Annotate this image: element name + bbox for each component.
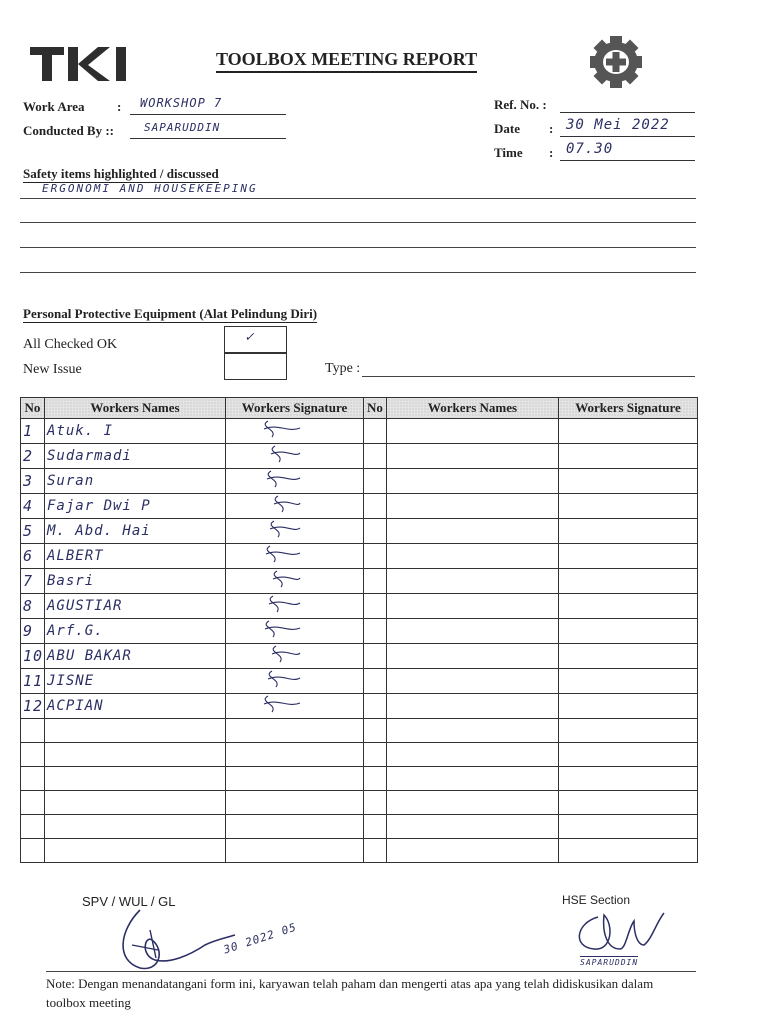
worker-name-text: ABU BAKAR [47,648,132,664]
worker-signature[interactable] [226,569,364,594]
worker-name-text: Sudarmadi [47,448,132,464]
worker-name-text: AGUSTIAR [47,598,123,614]
worker-name-2[interactable] [387,544,559,569]
worker-no [21,469,45,494]
time-label: Time [494,145,523,160]
worker-no-2 [364,419,387,444]
workers-table [20,397,698,863]
worker-no [21,594,45,619]
worker-no [21,544,45,569]
footer-note: Note: Dengan menandatangani form ini, karyawan telah paham dan mengerti atas apa yang telah didiskusikan dalam toolbox meeting [46,976,654,1010]
worker-no [21,444,45,469]
worker-name[interactable] [45,743,226,767]
worker-no-2 [364,444,387,469]
worker-signature-2[interactable] [559,669,698,694]
worker-name-2[interactable] [387,791,559,815]
worker-signature[interactable] [226,694,364,719]
all-checked-checkbox[interactable] [224,326,287,354]
footer-rule [46,971,696,972]
page-title: TOOLBOX MEETING REPORT [216,49,477,73]
worker-no-2 [364,767,387,791]
time-value: 07.30 [566,141,614,157]
worker-name-text: JISNE [47,673,95,689]
col-header-signature: Workers Signature [226,398,364,419]
table-row [21,619,698,644]
company-logo [30,44,136,84]
worker-no [21,494,45,519]
all-checked-label: All Checked OK [23,337,118,352]
worker-no [21,619,45,644]
worker-name[interactable] [45,791,226,815]
worker-name-2[interactable] [387,694,559,719]
ref-no-label: Ref. No. : [494,97,547,112]
worker-no-text: 5 [23,522,34,540]
worker-signature-2[interactable] [559,469,698,494]
worker-signature[interactable] [226,791,364,815]
table-row [21,494,698,519]
worker-no-text: 7 [23,572,34,590]
worker-no [21,743,45,767]
worker-no [21,694,45,719]
new-issue-label: New Issue [23,362,82,377]
worker-name-2[interactable] [387,519,559,544]
table-row [21,469,698,494]
table-row [21,544,698,569]
worker-no [21,519,45,544]
worker-no [21,767,45,791]
worker-signature-2[interactable] [559,815,698,839]
worker-name[interactable] [45,719,226,743]
worker-no-text: 9 [23,622,34,640]
worker-signature-2[interactable] [559,419,698,444]
table-row [21,791,698,815]
worker-signature[interactable] [226,419,364,444]
signature-scribble [238,569,308,589]
worker-name-2[interactable] [387,594,559,619]
worker-name-text: Fajar Dwi P [47,498,151,514]
worker-no-2 [364,839,387,863]
worker-name-2[interactable] [387,644,559,669]
worker-signature[interactable] [226,743,364,767]
worker-name-text: ALBERT [47,548,104,564]
signature-scribble [238,494,308,514]
worker-signature-2[interactable] [559,594,698,619]
worker-signature-2[interactable] [559,719,698,743]
time-colon: : [549,145,554,160]
table-row [21,444,698,469]
worker-name[interactable] [45,619,226,644]
worker-name-2[interactable] [387,743,559,767]
ppe-heading: Personal Protective Equipment (Alat Pelindung Diri) [23,306,318,321]
worker-name-text: Arf.G. [47,623,104,639]
gear-cross-icon [574,36,658,88]
worker-no [21,644,45,669]
table-row [21,839,698,863]
signature-scribble [238,644,308,664]
worker-no [21,569,45,594]
safety-heading: Safety items highlighted / discussed [23,166,219,181]
work-area-field[interactable] [130,94,286,115]
worker-no-text: 2 [23,447,34,465]
col-header-names: Workers Names [45,398,226,419]
safety-line-1 [20,198,696,199]
worker-name[interactable] [45,469,226,494]
signature-scribble [238,469,308,489]
safety-text: ERGONOMI AND HOUSEKEEPING [42,182,258,195]
worker-name[interactable] [45,569,226,594]
worker-name[interactable] [45,444,226,469]
worker-name-2[interactable] [387,669,559,694]
table-row [21,815,698,839]
worker-signature[interactable] [226,544,364,569]
worker-no-2 [364,669,387,694]
type-label: Type : [325,361,361,376]
worker-signature[interactable] [226,594,364,619]
worker-name-2[interactable] [387,815,559,839]
worker-name-2[interactable] [387,619,559,644]
worker-no-2 [364,791,387,815]
worker-signature[interactable] [226,719,364,743]
worker-signature[interactable] [226,815,364,839]
worker-no-text: 10 [23,647,44,665]
worker-signature-2[interactable] [559,444,698,469]
table-row [21,743,698,767]
worker-signature-2[interactable] [559,839,698,863]
worker-no-2 [364,619,387,644]
worker-no-2 [364,519,387,544]
table-row [21,419,698,444]
worker-no [21,815,45,839]
worker-name-text: Atuk. I [47,423,114,439]
worker-no-2 [364,544,387,569]
hse-signature-name: SAPARUDDIN [580,958,639,967]
worker-name[interactable] [45,594,226,619]
safety-line-3 [20,247,696,248]
worker-name-2[interactable] [387,767,559,791]
worker-no [21,839,45,863]
worker-signature-2[interactable] [559,494,698,519]
spv-signature-date: 30 2022 05 [221,920,299,957]
signature-scribble [238,619,308,639]
date-label: Date [494,121,520,136]
table-row [21,569,698,594]
worker-no-2 [364,719,387,743]
table-row [21,594,698,619]
worker-no-2 [364,815,387,839]
hse-label: HSE Section [562,893,631,907]
worker-no [21,419,45,444]
worker-no-2 [364,569,387,594]
time-field[interactable] [560,140,695,161]
table-row [21,669,698,694]
worker-signature-2[interactable] [559,694,698,719]
work-area-label: Work Area [23,99,85,114]
signature-scribble [238,694,308,714]
worker-name[interactable] [45,694,226,719]
worker-name[interactable] [45,644,226,669]
worker-name-text: M. Abd. Hai [47,523,151,539]
check-mark-icon: ✓ [245,329,255,345]
table-row [21,694,698,719]
worker-signature-2[interactable] [559,544,698,569]
worker-name-2[interactable] [387,444,559,469]
worker-signature-2[interactable] [559,791,698,815]
worker-no-2 [364,494,387,519]
worker-name-2[interactable] [387,419,559,444]
worker-name[interactable] [45,519,226,544]
spv-label: SPV / WUL / GL [82,894,176,909]
worker-no-2 [364,694,387,719]
worker-no-2 [364,644,387,669]
worker-name-2[interactable] [387,569,559,594]
worker-no-text: 4 [23,497,34,515]
col-header-no: No [21,398,45,419]
table-row [21,767,698,791]
worker-signature[interactable] [226,519,364,544]
worker-signature-2[interactable] [559,569,698,594]
signature-scribble [238,519,308,539]
worker-no-2 [364,743,387,767]
date-value: 30 Mei 2022 [566,117,670,133]
worker-signature[interactable] [226,494,364,519]
col-header-names-2: Workers Names [387,398,559,419]
worker-no-text: 12 [23,697,44,715]
safety-line-2 [20,222,696,223]
worker-signature[interactable] [226,644,364,669]
col-header-no-2: No [364,398,387,419]
worker-signature-2[interactable] [559,619,698,644]
signature-scribble [238,444,308,464]
worker-name[interactable] [45,839,226,863]
worker-signature[interactable] [226,444,364,469]
worker-signature-2[interactable] [559,519,698,544]
worker-name[interactable] [45,767,226,791]
worker-name-text: Basri [47,573,95,589]
type-field[interactable] [362,376,695,377]
work-area-colon: : [117,99,122,114]
safety-line-4 [20,272,696,273]
signature-scribble [238,544,308,564]
worker-signature[interactable] [226,619,364,644]
hse-signature [568,905,678,960]
conducted-by-value: SAPARUDDIN [144,121,221,134]
date-field[interactable] [560,116,695,137]
worker-no [21,719,45,743]
table-header-row [21,398,698,419]
worker-no-2 [364,594,387,619]
worker-no-text: 1 [23,422,34,440]
conducted-by-field[interactable] [130,118,286,139]
worker-name[interactable] [45,419,226,444]
worker-name-2[interactable] [387,719,559,743]
worker-name-2[interactable] [387,839,559,863]
table-row [21,719,698,743]
signature-scribble [238,419,308,439]
worker-no-text: 11 [23,672,44,690]
date-colon: : [549,121,554,136]
worker-name-2[interactable] [387,469,559,494]
worker-signature-2[interactable] [559,743,698,767]
worker-no-2 [364,469,387,494]
worker-no [21,791,45,815]
worker-signature[interactable] [226,767,364,791]
worker-name[interactable] [45,669,226,694]
signature-scribble [238,669,308,689]
worker-name-text: ACPIAN [47,698,104,714]
work-area-value: WORKSHOP 7 [140,96,223,110]
new-issue-checkbox[interactable] [224,352,287,380]
worker-signature-2[interactable] [559,767,698,791]
worker-no-text: 6 [23,547,34,565]
ref-no-field[interactable] [560,96,695,113]
table-row [21,644,698,669]
worker-name-text: Suran [47,473,95,489]
worker-name[interactable] [45,544,226,569]
table-row [21,519,698,544]
worker-signature[interactable] [226,469,364,494]
worker-no [21,669,45,694]
worker-name-2[interactable] [387,494,559,519]
worker-no-text: 3 [23,472,34,490]
worker-no-text: 8 [23,597,34,615]
conducted-by-label: Conducted By :: [23,123,115,138]
worker-signature-2[interactable] [559,644,698,669]
col-header-signature-2: Workers Signature [559,398,698,419]
worker-signature[interactable] [226,839,364,863]
worker-name[interactable] [45,494,226,519]
worker-signature[interactable] [226,669,364,694]
signature-scribble [238,594,308,614]
worker-name[interactable] [45,815,226,839]
